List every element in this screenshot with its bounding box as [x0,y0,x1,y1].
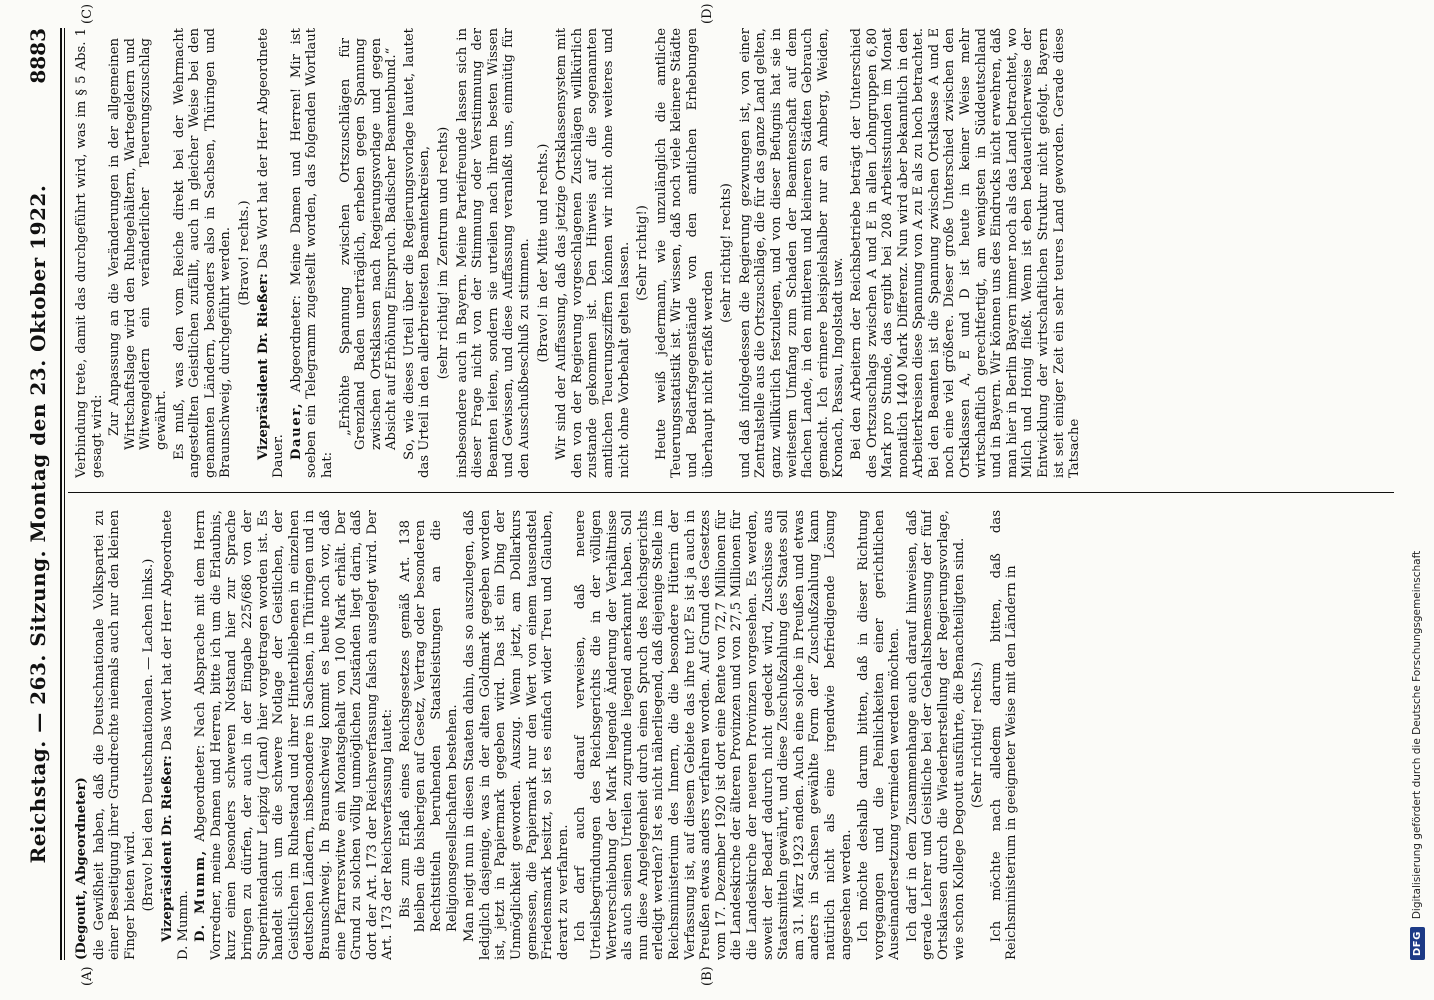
paragraph: Vizepräsident Dr. Rießer: Das Wort hat der Herr Abgeordnete Dauer. [255,28,287,478]
running-title: Reichstag. — 263. Sitzung. Montag den 23. Oktober 1922. [26,184,50,864]
paragraph: Es muß, was den vom Reiche direkt bei der Wehrmacht angestellten Geistlichen zufällt, auch in gleicher Weise bei den genannten Ländern, besonders also in Sachsen, Thüringen und Braunschweig, durchgeführt werden. [171,28,234,478]
header-rule-thin [64,28,65,960]
paragraph: Wir sind der Auffassung, daß das jetzige Ortsklassensystem mit den von der Regierung vorgeschlagenen Zuschlägen willkürlich zustande gekommen ist. Den Hinweis auf die sogenannten amtlichen Teuerungsziffern können wir nicht ohne weiteres und nicht ohne Vorbehalt gelten lassen. [554,28,632,478]
margin-mark-b: (B) [700,966,715,986]
paragraph: Heute weiß jedermann, wie unzulänglich die amtliche Teuerungsstatistik ist. Wir wissen, daß noch viele kleinere Städte und Bedarfsgegenstände von den amtlichen Erhebungen überhaupt nicht erfaßt werden [653,28,716,478]
paragraph: Dauer, Abgeordneter: Meine Damen und Herren! Mir ist soeben ein Telegramm zugestellt worden, das folgenden Wortlaut hat: [288,28,335,478]
margin-mark-a: (A) [80,966,95,986]
footer-credit [1404,28,1430,960]
footer-text: Digitalisierung gefördert durch die Deutsche Forschungsgemeinschaft [1411,550,1423,920]
paragraph: Bei den Arbeitern der Reichsbetriebe beträgt der Unterschied des Ortszuschlags zwischen A und E in allen Lohngruppen 6,80 Mark pro Stunde, das ergibt bei 208 Arbeitsstunden im Monat monatlich 1440 Mark Differenz. Nun wird aber bekanntlich in den Arbeiterkreisen diese Spannung von A zu E als zu hoch betrachtet. Bei den Beamten ist die Spannung zwischen Ortsklasse A und E noch eine viel größere. Dieser große Unterschied zwischen den Ortsklassen A, E und D ist heute in keiner Weise mehr wirtschaftlich gerechtfertigt, am wenigsten in Süddeutschland und in Bayern. Wir können uns des Eindrucks nicht erwehren, daß man hier in Berlin Bayern immer noch als das Land betrachtet, wo Milch und Honig fließt. Wenn ist eben bedauerlicherweise der Entwicklung der wirtschaftlichen Struktur nicht gefolgt. Bayern ist seit einiger Zeit ein sehr teures Land geworden. Gerade diese Tatsache [848,28,1083,478]
quotation: Bis zum Erlaß eines Reichsgesetzes gemäß Art. 138 bleiben die bisherigen auf Gesetz, Vertrag oder besonderen Rechtstiteln beruhenden Staatsleistungen an die Religionsgesellschaften bestehen. [397,520,460,932]
page-header [24,28,58,960]
quotation: Zur Anpassung an die Veränderungen in der allgemeinen Wirtschaftslage wird den Ruhegehältern, Wartegeldern und Witwengeldern ein veränderlicher Teuerungszuschlag gewährt. [107,38,169,450]
margin-mark-c: (C) [80,3,95,24]
speaker-name: Dauer, [288,401,304,460]
paragraph: Vizepräsident Dr. Rießer: Das Wort hat der Herr Abgeordnete D. Mumm. [159,510,191,960]
paragraph: insbesondere auch in Bayern. Meine Parteifreunde lassen sich in dieser Frage nicht von der Stimmung oder Verstimmung der Beamten leiten, sondern sie urteilen nach ihrem besten Wissen und Gewissen, und diese Auffassung veranlaßt uns, einmütig für den Ausschußbeschluß zu stimmen. [454,28,533,478]
paragraph: Verbindung trete, damit das durchgeführt wird, was im § 5 Abs. 1 gesagt wird: [74,28,105,478]
paragraph: die Gewißheit haben, daß die Deutschnationale Volkspartei zu einer Beseitigung ihrer Grundrechte niemals auch nur den kleinen Finger bieten wird. [91,510,138,960]
column-separator [68,492,1394,493]
quotation: „Erhöhte Spannung zwischen Ortszuschlägen für Grenzland Baden unerträglich, erheben gegen Spannung zwischen Ortsklassen nach Regierungsvorlage und gegen Absicht auf Erhöhung Einspruch. Badischer Beamtenbund.“ [337,38,400,450]
left-column [74,510,1394,960]
reaction: (Sehr richtig!) [635,205,651,301]
reaction: (sehr richtig! im Zentrum und rechts) [436,126,452,380]
reaction: (Bravo! bei den Deutschnationalen. — Lachen links.) [141,558,157,912]
paragraph: Ich darf in dem Zusammenhange auch darauf hinweisen, daß gerade Lehrer und Geistliche bei der Gehaltsbemessung der fünf Ortsklassen durch die Wiederherstellung der Regierungsvorlage, wie schon Kollege Degoutt ausführte, die Benachteiligten sind. [904,510,967,960]
header-rule [60,28,62,960]
speaker-name: Vizepräsident Dr. Rießer: [255,273,271,460]
paragraph: So, wie dieses Urteil über die Regierungsvorlage lautet, lautet das Urteil in den allerbreitesten Beamtenkreisen, [401,28,433,478]
paragraph: Man neigt nun in diesen Staaten dahin, das so auszulegen, daß lediglich dasjenige, was in der alten Goldmark gegeben worden ist, jetzt in Papiermark gegeben wird. Das ist ein Ding der Unmöglichkeit geworden. Auszug. Wenn jetzt, am Dollarkurs gemessen, die Papiermark nur den Wert von einem tausendstel Friedensmark besitzt, so ist es einfach wider Treu und Glauben, derart zu verfahren. [462,510,571,960]
speaker-name: Vizepräsident Dr. Rießer: [159,755,175,942]
paragraph: Ich möchte deshalb darum bitten, daß in dieser Richtung vorgegangen und die Peinlichkeiten einer gerichtlichen Auseinandersetzung vermieden werden möchten. [856,510,903,960]
paragraph: D. Mumm, Abgeordneter: Nach Absprache mit dem Herrn Vorredner, meine Damen und Herren, bitte ich um die Erlaubnis, kurz einen besonders schweren Notstand hier zur Sprache bringen zu dürfen, der auch in der Eingabe 225/686 von der Superintendantur Leipzig (Land) hier vorgetragen worden ist. Es handelt sich um die schwere Notlage der Geistlichen, der Geistlichen im Ruhestand und ihrer Hinterbliebenen in einzelnen deutschen Ländern, insbesondere in Sachsen, in Thüringen und in Braunschweig. In Braunschweig kommt es heute noch vor, daß eine Pfarrerswitwe ein Monatsgehalt von 100 Mark erhält. Der Grund zu solchen völlig unmöglichen Zuständen liegt darin, daß dort der Art. 173 der Reichsverfassung falsch ausgelegt wird. Der Art. 173 der Reichsverfassung lautet: [193,510,396,960]
speaker-tag: (Degoutt, Abgeordneter) [74,777,89,960]
reaction: (Sehr richtig! rechts.) [970,661,986,809]
reaction: (Bravo! in der Mitte und rechts.) [535,143,551,363]
reaction: (sehr richtig! rechts) [719,183,735,323]
page-number: 8883 [26,28,50,84]
dfg-logo-icon: DFG [1410,927,1425,960]
right-column [74,28,1394,478]
margin-mark-d: (D) [700,3,715,24]
paragraph: Ich darf auch darauf verweisen, daß neuere Urteilsbegründungen des Reichsgerichts die in der völligen Wertverschiebung der Mark liegende Änderung der Verhältnisse als auch seinen Urteilen zugrunde liegend anerkannt haben. Soll nun diese Angelegenheit durch einen Spruch des Reichsgerichts erledigt werden? Ist es nicht näherliegend, daß diejenige Stelle im Reichsministerium des Innern, die die besondere Hüterin der Verfassung ist, auf diesem Gebiete das ihre tut? Es ist ja auch in Preußen etwas anders verfahren worden. Auf Grund des Gesetzes vom 17. Dezember 1920 ist dort eine Rente von 72,7 Millionen für die Landeskirche der älteren Provinzen und von 27,5 Millionen für die Landeskirche der neueren Provinzen vorgesehen. Es werden, soweit der Bedarf dadurch nicht gedeckt wird, Zuschüsse aus Staatsmitteln gewährt, und diese Zuschußzahlung des Staates soll am 31. März 1923 enden. Auch eine solche in Preußen und etwas anders in Sachsen gewählte Form der Zuschußzahlung kann natürlich nicht als eine irgendwie befriedigende Lösung angesehen werden. [573,510,854,960]
reaction: (Bravo! rechts.) [236,200,252,306]
speaker-name: D. Mumm, [193,849,209,942]
paragraph: und daß infolgedessen die Regierung gezwungen ist, von einer Zentralstelle aus die Ortszuschläge, die für das ganze Land gelten, ganz willkürlich festzulegen, und von dieser Befugnis hat sie in weitestem Umfang zum Schaden der Beamtenschaft auf dem flachen Lande, in den mittleren und kleineren Städten Gebrauch gemacht. Ich erinnere beispielshalber nur an Amberg, Weiden, Kronach, Passau, Ingolstadt usw. [737,28,847,478]
paragraph: Ich möchte nach alledem darum bitten, daß das Reichsministerium in geeigneter Weise mit den Ländern in [988,510,1020,960]
